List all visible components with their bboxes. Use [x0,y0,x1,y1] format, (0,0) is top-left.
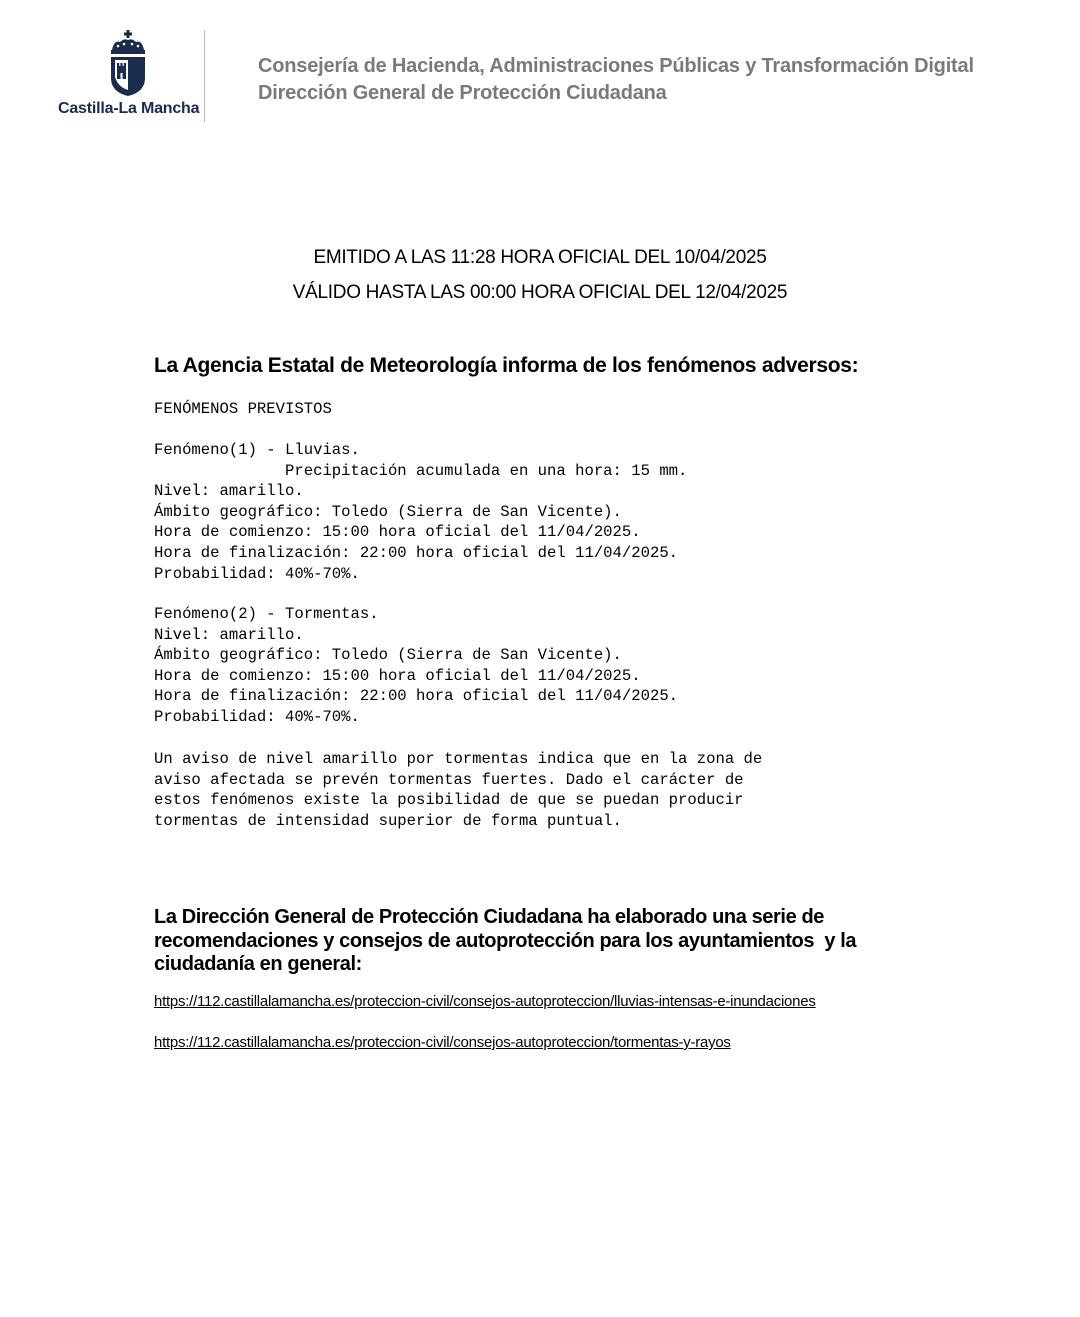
phenomenon-2-probability: Probabilidad: 40%-70%. [154,707,360,726]
phenomenon-1-area: Ámbito geográfico: Toledo (Sierra de San Vicente). [154,502,622,521]
phenomenon-1 [154,440,687,584]
phenomenon-1-end: Hora de finalización: 22:00 hora oficial del 11/04/2025. [154,543,679,562]
aemet-heading: La Agencia Estatal de Meteorología informa de los fenómenos adversos: [154,354,859,377]
coat-of-arms-icon [108,30,148,98]
castilla-la-mancha-logo [56,30,201,124]
yellow-warning-note [154,749,762,831]
note-line: estos fenómenos existe la posibilidad de que se puedan producir [154,791,744,810]
recommendations-heading [154,906,914,977]
phenomenon-2 [154,604,678,728]
phenomenon-1-detail: Precipitación acumulada en una hora: 15 mm. [154,461,688,480]
phenomenon-2-title: Fenómeno(2) - Tormentas. [154,605,379,623]
recommendations-heading-line: recomendaciones y consejos de autoprotección para los ayuntamientos y la [154,929,857,952]
valid-until-time: VÁLIDO HASTA LAS 00:00 HORA OFICIAL DEL 12/04/2025 [292,282,788,303]
note-line: aviso afectada se prevén tormentas fuertes. Dado el carácter de [154,770,744,789]
phenomenon-2-start: Hora de comienzo: 15:00 hora oficial del 11/04/2025. [154,666,641,685]
header-divider [204,30,205,122]
link-heavy-rain-floods[interactable]: https://112.castillalamancha.es/proteccion-civil/consejos-autoproteccion/lluvias-intensas-e-inundaciones [154,993,816,1010]
forecast-title: FENÓMENOS PREVISTOS [154,400,332,418]
phenomenon-2-level: Nivel: amarillo. [154,625,304,644]
phenomenon-1-title: Fenómeno(1) - Lluvias. [154,441,360,459]
phenomenon-1-level: Nivel: amarillo. [154,482,304,501]
logo-wordmark: Castilla-La Mancha [58,100,200,117]
department-name: Consejería de Hacienda, Administraciones Públicas y Transformación Digital [258,55,974,77]
phenomenon-2-end: Hora de finalización: 22:00 hora oficial del 11/04/2025. [154,687,679,706]
note-line: tormentas de intensidad superior de forma puntual. [154,811,622,830]
directorate-name: Dirección General de Protección Ciudadana [258,82,667,104]
link-storms-lightning[interactable]: https://112.castillalamancha.es/proteccion-civil/consejos-autoproteccion/tormentas-y-rayos [154,1034,731,1051]
issued-time: EMITIDO A LAS 11:28 HORA OFICIAL DEL 10/04/2025 [313,247,767,268]
recommendations-heading-line: La Dirección General de Protección Ciudadana ha elaborado una serie de [154,906,824,928]
department-header [258,53,974,107]
phenomenon-1-start: Hora de comienzo: 15:00 hora oficial del 11/04/2025. [154,523,641,542]
recommendations-heading-line: ciudadanía en general: [154,953,362,975]
phenomenon-1-probability: Probabilidad: 40%-70%. [154,564,360,583]
phenomenon-2-area: Ámbito geográfico: Toledo (Sierra de San Vicente). [154,646,622,665]
note-line: Un aviso de nivel amarillo por tormentas indica que en la zona de [154,750,763,768]
